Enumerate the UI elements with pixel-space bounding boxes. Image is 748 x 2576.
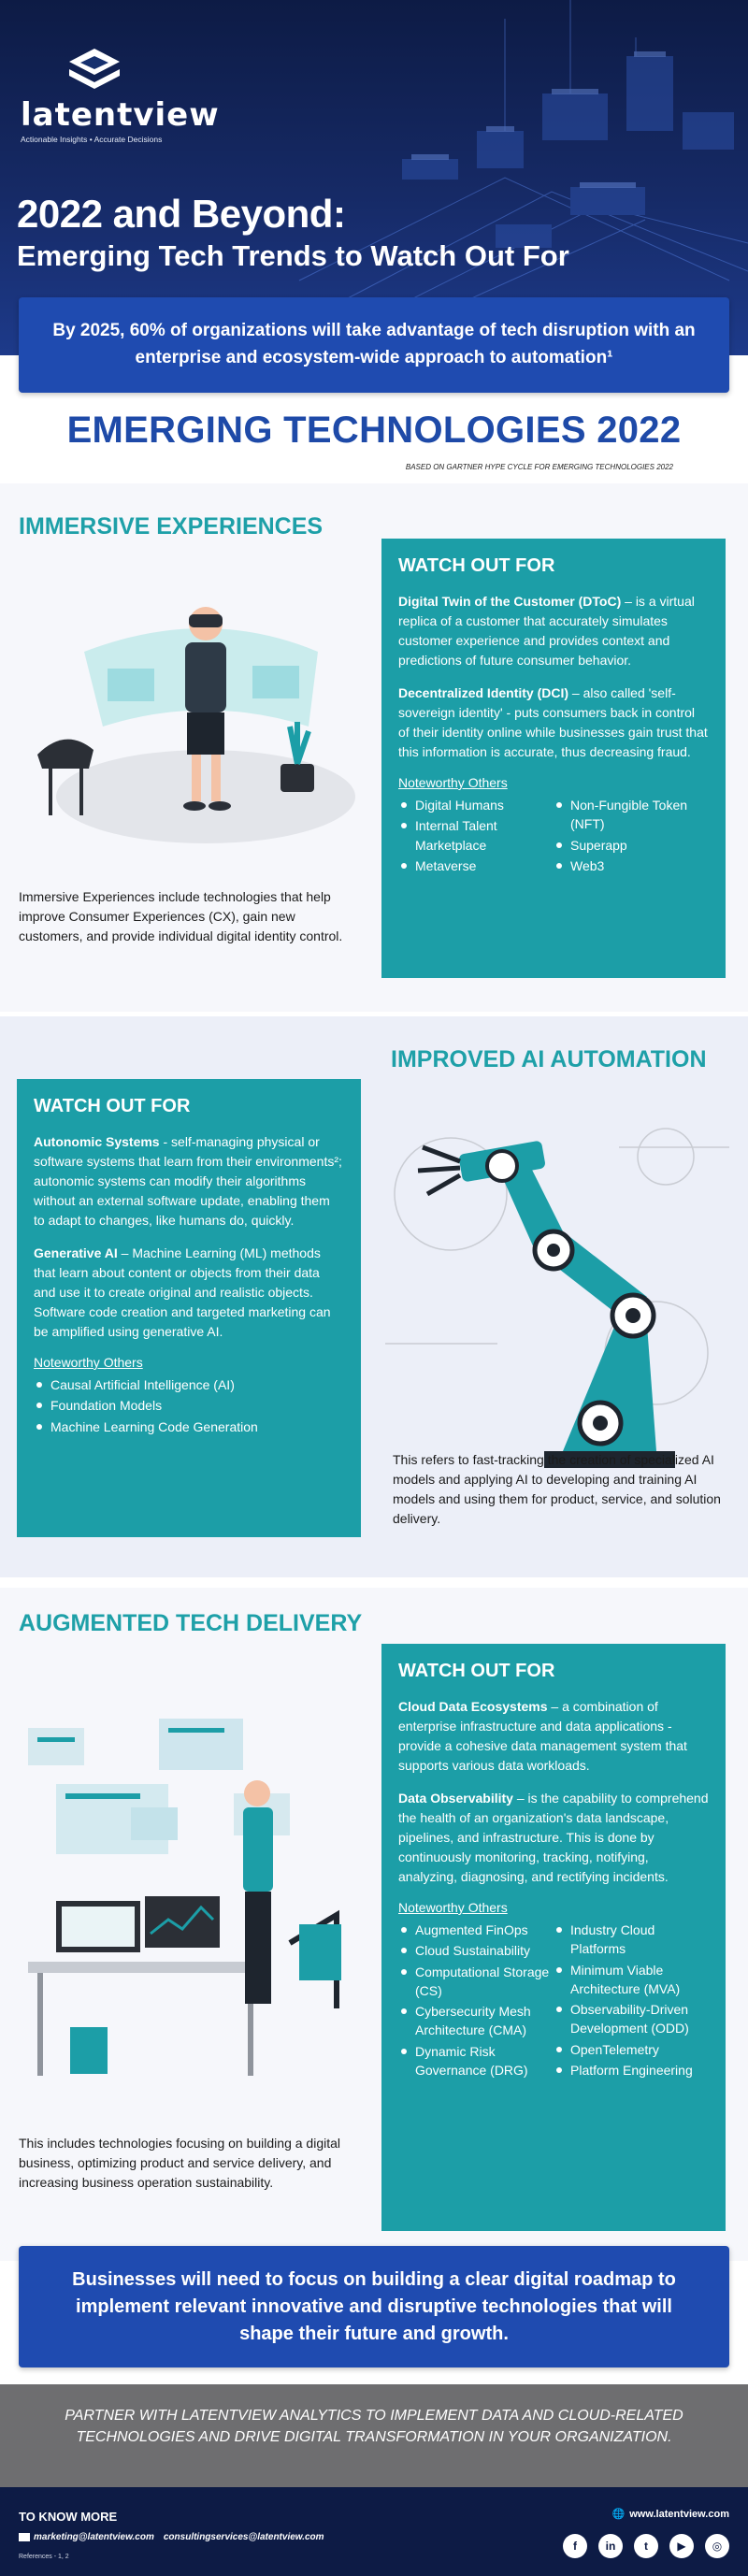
email-link[interactable] [19,2532,154,2542]
noteworthy-list [34,1375,344,1438]
watch-item-text: – is a virtual replica of a customer that accurately simulates customer experience and provides context and predictions of future consumer behavior. [398,594,695,668]
list-item: Non-Fungible Token (NFT) [554,796,709,834]
section-heading: AUGMENTED TECH DELIVERY [19,1610,363,1636]
contact-emails [19,2532,324,2542]
watch-item [398,592,709,670]
robot-arm-illustration [385,1110,729,1493]
brand-name: latentview [21,96,220,134]
list-item: Machine Learning Code Generation [34,1418,344,1436]
list-item: Internal Talent Marketplace [398,816,554,855]
list-item: Web3 [554,856,709,875]
website-link[interactable] [612,2508,729,2520]
closing-callout: Businesses will need to focus on building a clear digital roadmap to implement relevant innovative and disruptive technologies that will shape their future and growth. [19,2246,729,2367]
hero-title-line1: 2022 and Beyond: [17,192,346,236]
list-item: Observability-Driven Development (ODD) [554,2000,709,2038]
noteworthy-heading: Noteworthy Others [398,775,508,790]
linkedin-icon[interactable]: in [598,2534,623,2558]
card-title: WATCH OUT FOR [398,555,555,576]
list-item: Superapp [554,836,709,855]
noteworthy-heading: Noteworthy Others [398,1900,508,1915]
list-item: Minimum Viable Architecture (MVA) [554,1961,709,1999]
office-worker-illustration [19,1700,365,2102]
watch-out-card [17,1079,361,1537]
mail-icon [19,2533,30,2541]
email-text: marketing@latentview.com [34,2532,154,2542]
watch-item [34,1244,344,1342]
list-item: Digital Humans [398,796,554,814]
vr-person-illustration [28,568,365,848]
noteworthy-list [398,1921,709,2081]
watch-item-term: Generative AI [34,1245,118,1260]
list-item: Augmented FinOps [398,1921,554,1939]
logo-mark-icon [65,47,123,94]
list-item: Dynamic Risk Governance (DRG) [398,2042,554,2080]
section-description: This refers to fast-tracking the creation of specialized AI models and applying AI to developing and training AI models and using them for product, service, and solution delivery. [393,1452,721,1526]
watch-item-text: – is the capability to comprehend the health of an organization's data landscape, pipelines, and infrastructure. This is done by continuously monitoring, tracking, notifying, analyzing, diagnosing, and rectifying incidents. [398,1791,709,1884]
website-text: www.latentview.com [629,2508,729,2520]
brand-tagline: Actionable Insights • Accurate Decisions [21,135,163,145]
list-item: Foundation Models [34,1396,344,1415]
section-description: Immersive Experiences include technologies that help improve Consumer Experiences (CX), gain new customers, and provide individual digital identity control. [19,889,343,943]
section-augmented [0,1588,748,2261]
stat-callout: By 2025, 60% of organizations will take advantage of tech disruption with an enterprise and ecosystem-wide approach to automation¹ [19,297,729,393]
list-item: Platform Engineering [554,2061,709,2080]
email-text: consultingservices@latentview.com [163,2532,324,2542]
section-ai-automation [0,1016,748,1577]
references: References - 1, 2 [19,2554,69,2560]
watch-item-text: – Machine Learning (ML) methods that learn about content or objects from their data and use it to create original and realistic objects. Software code creation and targeted marketing can be amplified using generative AI. [34,1245,331,1339]
watch-item-term: Autonomic Systems [34,1134,160,1149]
instagram-icon[interactable]: ◎ [705,2534,729,2558]
section-immersive [0,483,748,1012]
list-item: Metaverse [398,856,554,875]
section-heading: IMMERSIVE EXPERIENCES [19,513,324,540]
social-links [563,2534,729,2558]
watch-item-text: - self-managing physical or software systems that learn from their environments²; autonomic systems can modify their algorithms without an external software update, enabling them to adapt to changes, like humans do, quickly. [34,1134,342,1228]
watch-item [34,1132,344,1230]
partner-banner: PARTNER WITH LATENTVIEW ANALYTICS TO IMPLEMENT DATA AND CLOUD-RELATED TECHNOLOGIES AND DRIVE DIGITAL TRANSFORMATION IN YOUR ORGANIZATION. [0,2384,748,2487]
noteworthy-heading: Noteworthy Others [34,1355,143,1370]
watch-out-card [381,539,726,978]
hero-title-line2: Emerging Tech Trends to Watch Out For [17,239,569,272]
list-item: Industry Cloud Platforms [554,1921,709,1959]
latentview-logo [21,47,220,145]
watch-item-term: Decentralized Identity (DCI) [398,685,569,700]
card-title: WATCH OUT FOR [34,1096,191,1116]
watch-item-text: – a combination of enterprise infrastructure and data applications - provide a cohesive data management system that supports various data workloads. [398,1699,687,1773]
watch-item-text: – also called 'self-sovereign identity' - puts consumers back in control of their identity online while businesses gain trust that this information is accurate, thus decreasing fraud. [398,685,708,759]
list-item: OpenTelemetry [554,2040,709,2059]
main-title: EMERGING TECHNOLOGIES 2022 [66,410,682,451]
section-description: This includes technologies focusing on building a digital business, optimizing product and service delivery, and increasing business operation sustainability. [19,2136,340,2190]
list-item: Cybersecurity Mesh Architecture (CMA) [398,2002,554,2040]
list-item: Causal Artificial Intelligence (AI) [34,1375,344,1394]
watch-item [398,1789,709,1887]
main-subtitle: BASED ON GARTNER HYPE CYCLE FOR EMERGING TECHNOLOGIES 2022 [405,463,673,471]
list-item: Cloud Sustainability [398,1941,554,1960]
email-link[interactable] [164,2532,324,2542]
noteworthy-list [398,796,709,877]
list-item: Computational Storage (CS) [398,1963,554,2001]
to-know-more-label: TO KNOW MORE [19,2510,118,2524]
watch-item [398,1697,709,1776]
watch-item-term: Digital Twin of the Customer (DToC) [398,594,622,609]
section-heading: IMPROVED AI AUTOMATION [391,1046,707,1072]
watch-item-term: Cloud Data Ecosystems [398,1699,548,1714]
youtube-icon[interactable]: ▶ [669,2534,694,2558]
watch-out-card [381,1644,726,2231]
watch-item [398,684,709,762]
globe-icon: 🌐 [611,2509,626,2520]
facebook-icon[interactable]: f [563,2534,587,2558]
card-title: WATCH OUT FOR [398,1661,555,1681]
watch-item-term: Data Observability [398,1791,513,1806]
footer [0,2487,748,2576]
twitter-icon[interactable]: t [634,2534,658,2558]
